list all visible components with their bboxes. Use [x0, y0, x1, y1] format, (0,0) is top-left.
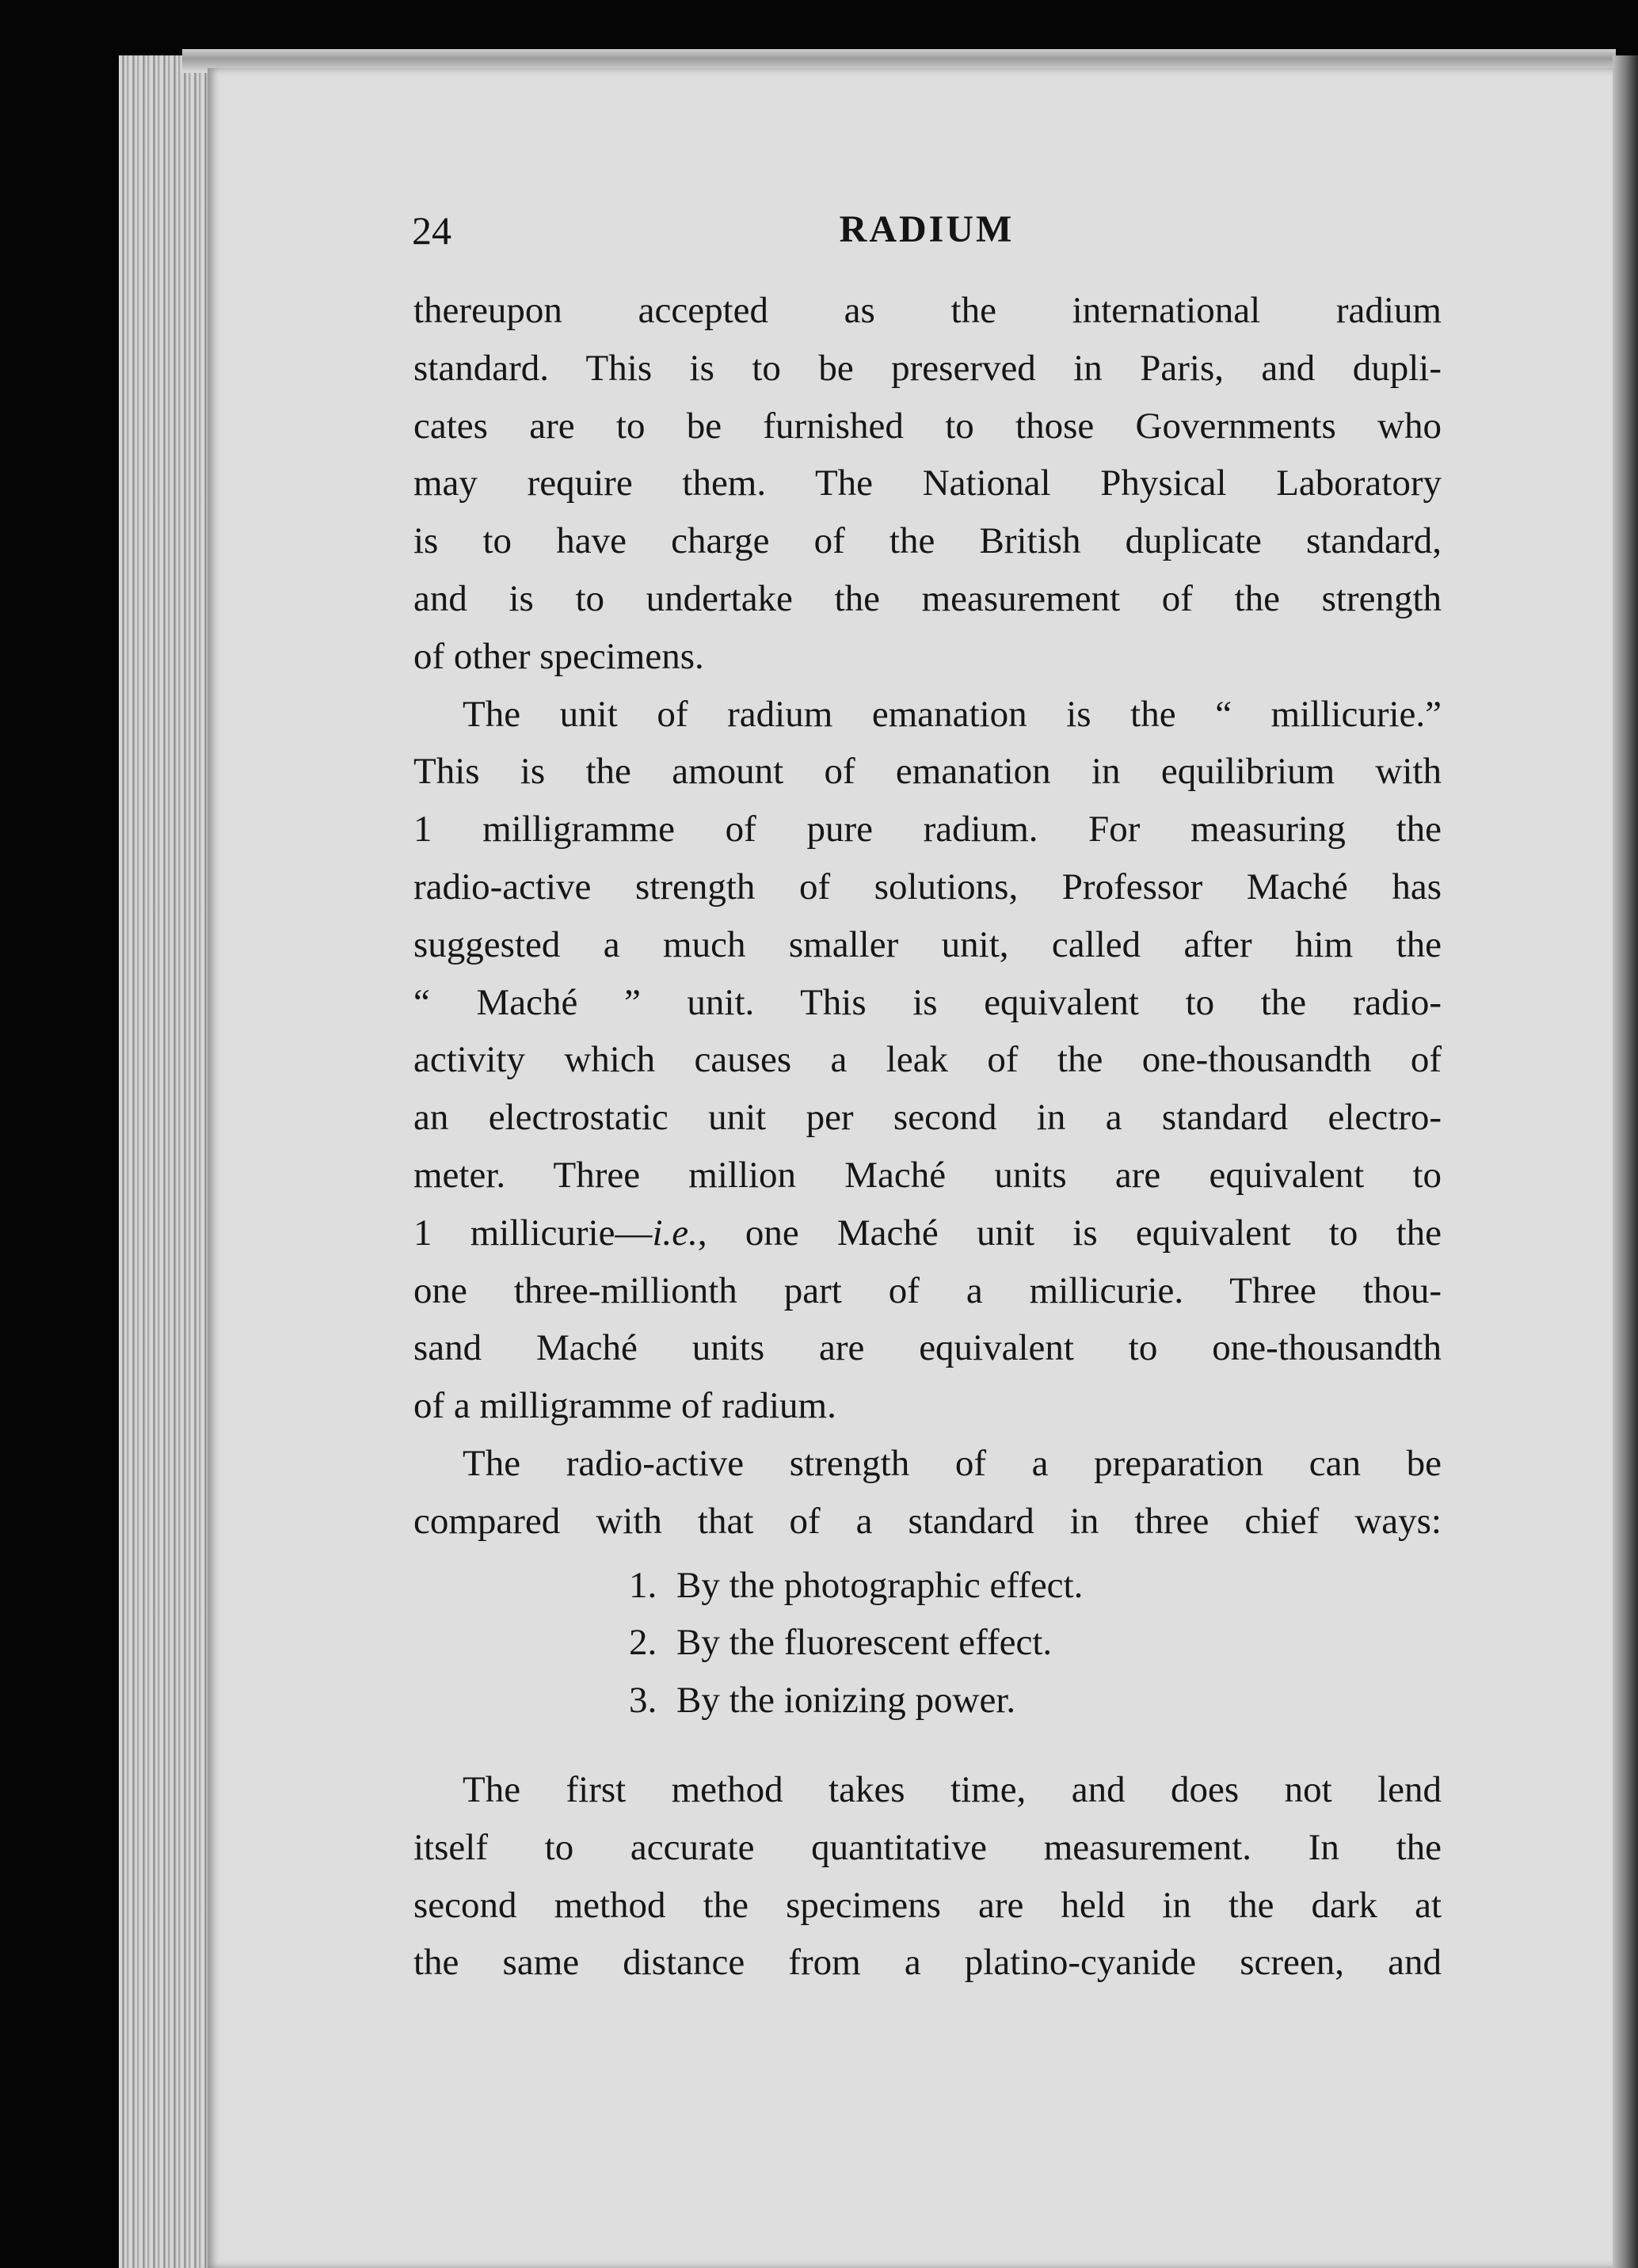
text-line: of a milligramme of radium.	[413, 1385, 836, 1427]
book-right-edge	[1613, 55, 1638, 2268]
list-text: By the fluorescent effect.	[676, 1622, 1053, 1664]
numbered-list	[413, 1557, 1442, 1730]
list-item	[629, 1557, 1442, 1615]
text-segment: , one Maché unit is equivalent to the	[697, 1212, 1442, 1254]
text-line: cates are to be furnished to those Governments who	[413, 405, 1442, 447]
text-line: one three-millionth part of a millicurie. Three thou-	[413, 1269, 1442, 1311]
page-number: 24	[412, 208, 451, 253]
running-title: RADIUM	[839, 208, 1015, 250]
text-segment: 1 millicurie—	[413, 1212, 653, 1254]
page-header	[412, 207, 1442, 255]
list-text: By the photographic effect.	[676, 1564, 1084, 1606]
text-line: sand Maché units are equivalent to one-thousandth	[413, 1327, 1442, 1369]
text-line: thereupon accepted as the international radium	[413, 290, 1442, 331]
text-line: The unit of radium emanation is the “ millicurie.”	[463, 693, 1442, 735]
text-line: This is the amount of emanation in equilibrium with	[413, 751, 1442, 793]
text-line: standard. This is to be preserved in Paris, and dupli-	[413, 347, 1442, 389]
list-number: 1.	[629, 1564, 657, 1606]
text-line: is to have charge of the British duplicate standard,	[413, 520, 1442, 562]
italic-abbreviation: i.e.	[652, 1212, 698, 1254]
text-line: activity which causes a leak of the one-thousandth of	[413, 1039, 1442, 1081]
text-line: 1 milligramme of pure radium. For measuring the	[413, 809, 1442, 850]
text-line: compared with that of a standard in three chief ways:	[413, 1500, 1442, 1542]
list-item	[629, 1614, 1442, 1672]
text-line	[413, 1204, 1442, 1262]
text-line: may require them. The National Physical Laboratory	[413, 462, 1442, 504]
text-line: of other specimens.	[413, 635, 704, 677]
text-line: “ Maché ” unit. This is equivalent to the radio-	[413, 981, 1442, 1023]
text-line: meter. Three million Maché units are equivalent to	[413, 1154, 1442, 1196]
book-page-edges	[119, 55, 214, 2268]
text-line: and is to undertake the measurement of the strength	[413, 577, 1442, 619]
list-text: By the ionizing power.	[676, 1680, 1016, 1722]
text-line: suggested a much smaller unit, called after him the	[413, 923, 1442, 965]
text-line: second method the specimens are held in the dark at	[413, 1884, 1442, 1926]
text-line: the same distance from a platino-cyanide screen, and	[413, 1942, 1442, 1984]
list-item	[629, 1672, 1442, 1730]
text-line: itself to accurate quantitative measurement. In the	[413, 1826, 1442, 1868]
text-line: The radio-active strength of a preparation can be	[463, 1442, 1442, 1484]
text-line: radio-active strength of solutions, Professor Maché has	[413, 866, 1442, 908]
body-text	[413, 282, 1442, 1992]
list-number: 2.	[629, 1622, 657, 1664]
text-line: The first method takes time, and does not lend	[463, 1768, 1442, 1810]
text-line: an electrostatic unit per second in a standard electro-	[413, 1097, 1442, 1139]
list-number: 3.	[629, 1680, 657, 1722]
